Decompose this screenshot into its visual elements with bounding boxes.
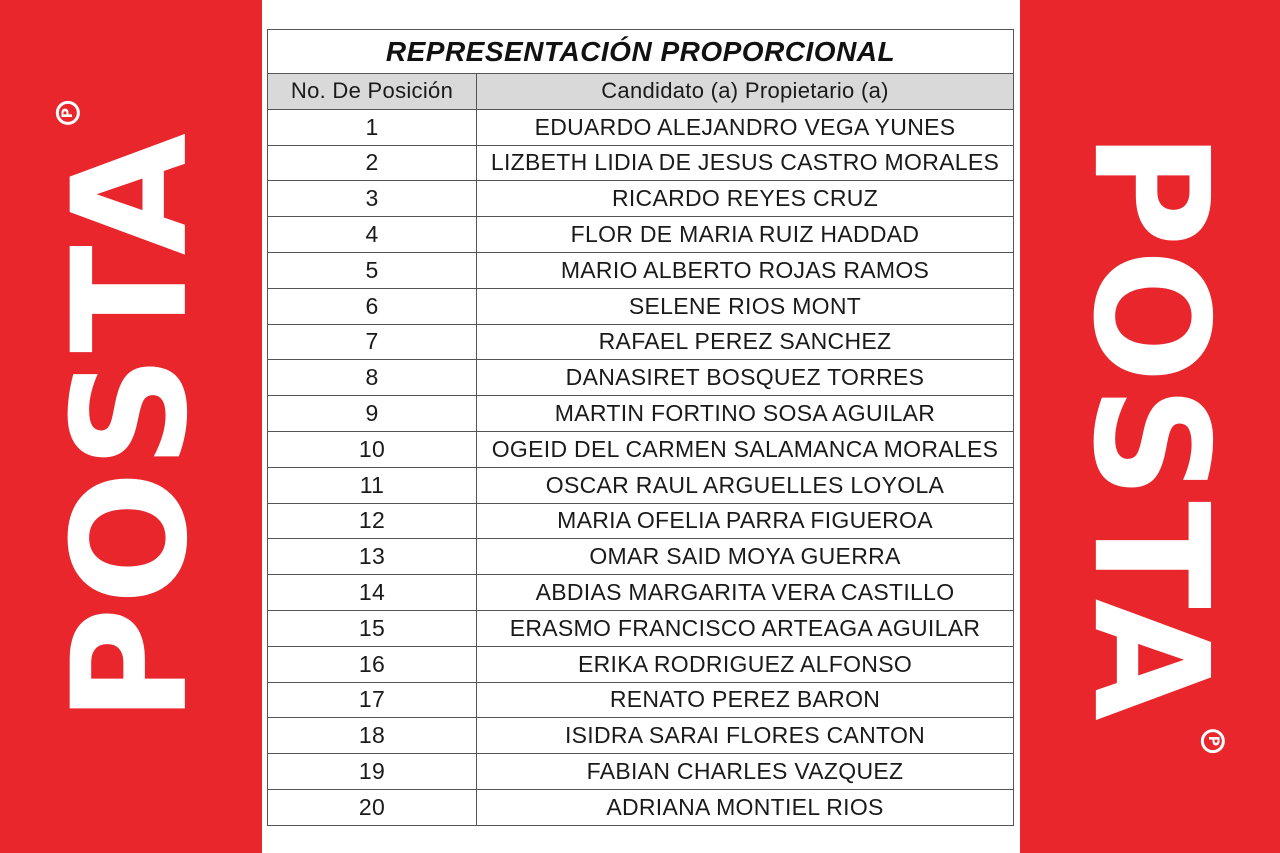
- position-cell: 20: [268, 789, 477, 825]
- table-title: REPRESENTACIÓN PROPORCIONAL: [268, 30, 1014, 74]
- candidate-name-cell: LIZBETH LIDIA DE JESUS CASTRO MORALES: [477, 145, 1014, 181]
- candidate-name-cell: SELENE RIOS MONT: [477, 288, 1014, 324]
- candidate-name-cell: RAFAEL PEREZ SANCHEZ: [477, 324, 1014, 360]
- candidate-name-cell: ERIKA RODRIGUEZ ALFONSO: [477, 646, 1014, 682]
- column-header-candidate: Candidato (a) Propietario (a): [477, 74, 1014, 110]
- candidate-name-cell: RICARDO REYES CRUZ: [477, 181, 1014, 217]
- candidate-name-cell: MARTIN FORTINO SOSA AGUILAR: [477, 396, 1014, 432]
- table-row: [268, 503, 1014, 539]
- table-row: [268, 682, 1014, 718]
- candidate-name-cell: MARIA OFELIA PARRA FIGUEROA: [477, 503, 1014, 539]
- candidate-name-cell: EDUARDO ALEJANDRO VEGA YUNES: [477, 109, 1014, 145]
- table-row: [268, 145, 1014, 181]
- position-cell: 3: [268, 181, 477, 217]
- candidate-name-cell: MARIO ALBERTO ROJAS RAMOS: [477, 252, 1014, 288]
- table-row: [268, 109, 1014, 145]
- table-row: [268, 217, 1014, 253]
- registered-mark-icon: P: [1201, 728, 1225, 752]
- position-cell: 7: [268, 324, 477, 360]
- table-header-row: [268, 74, 1014, 110]
- table-row: [268, 467, 1014, 503]
- candidate-name-cell: OMAR SAID MOYA GUERRA: [477, 539, 1014, 575]
- candidate-name-cell: ADRIANA MONTIEL RIOS: [477, 789, 1014, 825]
- position-cell: 14: [268, 575, 477, 611]
- candidate-name-cell: ISIDRA SARAI FLORES CANTON: [477, 718, 1014, 754]
- position-cell: 12: [268, 503, 477, 539]
- candidate-name-cell: ERASMO FRANCISCO ARTEAGA AGUILAR: [477, 610, 1014, 646]
- registered-mark-icon: P: [56, 101, 80, 125]
- position-cell: 18: [268, 718, 477, 754]
- candidate-name-cell: OGEID DEL CARMEN SALAMANCA MORALES: [477, 431, 1014, 467]
- position-cell: 10: [268, 431, 477, 467]
- candidate-name-cell: RENATO PEREZ BARON: [477, 682, 1014, 718]
- table-row: [268, 754, 1014, 790]
- position-cell: 16: [268, 646, 477, 682]
- document-sheet: [267, 29, 1013, 826]
- table-body: [268, 109, 1014, 825]
- table-title-row: [268, 30, 1014, 74]
- position-cell: 5: [268, 252, 477, 288]
- left-brand-banner: [0, 0, 262, 853]
- position-cell: 15: [268, 610, 477, 646]
- table-row: [268, 789, 1014, 825]
- table-row: [268, 575, 1014, 611]
- table-row: [268, 181, 1014, 217]
- candidate-name-cell: FLOR DE MARIA RUIZ HADDAD: [477, 217, 1014, 253]
- position-cell: 13: [268, 539, 477, 575]
- brand-logo-left: POSTA P: [52, 131, 210, 723]
- table-row: [268, 718, 1014, 754]
- table-row: [268, 252, 1014, 288]
- position-cell: 11: [268, 467, 477, 503]
- position-cell: 2: [268, 145, 477, 181]
- position-cell: 1: [268, 109, 477, 145]
- column-header-position: No. De Posición: [268, 74, 477, 110]
- candidate-name-cell: FABIAN CHARLES VAZQUEZ: [477, 754, 1014, 790]
- position-cell: 6: [268, 288, 477, 324]
- candidate-name-cell: OSCAR RAUL ARGUELLES LOYOLA: [477, 467, 1014, 503]
- table-row: [268, 646, 1014, 682]
- right-brand-banner: [1020, 0, 1280, 853]
- table-row: [268, 288, 1014, 324]
- table-row: [268, 396, 1014, 432]
- table-row: [268, 610, 1014, 646]
- position-cell: 9: [268, 396, 477, 432]
- position-cell: 4: [268, 217, 477, 253]
- table-row: [268, 324, 1014, 360]
- brand-logo-right: POSTA P: [1071, 131, 1229, 723]
- table-row: [268, 431, 1014, 467]
- candidate-name-cell: DANASIRET BOSQUEZ TORRES: [477, 360, 1014, 396]
- table-row: [268, 539, 1014, 575]
- position-cell: 17: [268, 682, 477, 718]
- table-row: [268, 360, 1014, 396]
- position-cell: 19: [268, 754, 477, 790]
- candidate-name-cell: ABDIAS MARGARITA VERA CASTILLO: [477, 575, 1014, 611]
- position-cell: 8: [268, 360, 477, 396]
- candidates-table: [267, 29, 1014, 826]
